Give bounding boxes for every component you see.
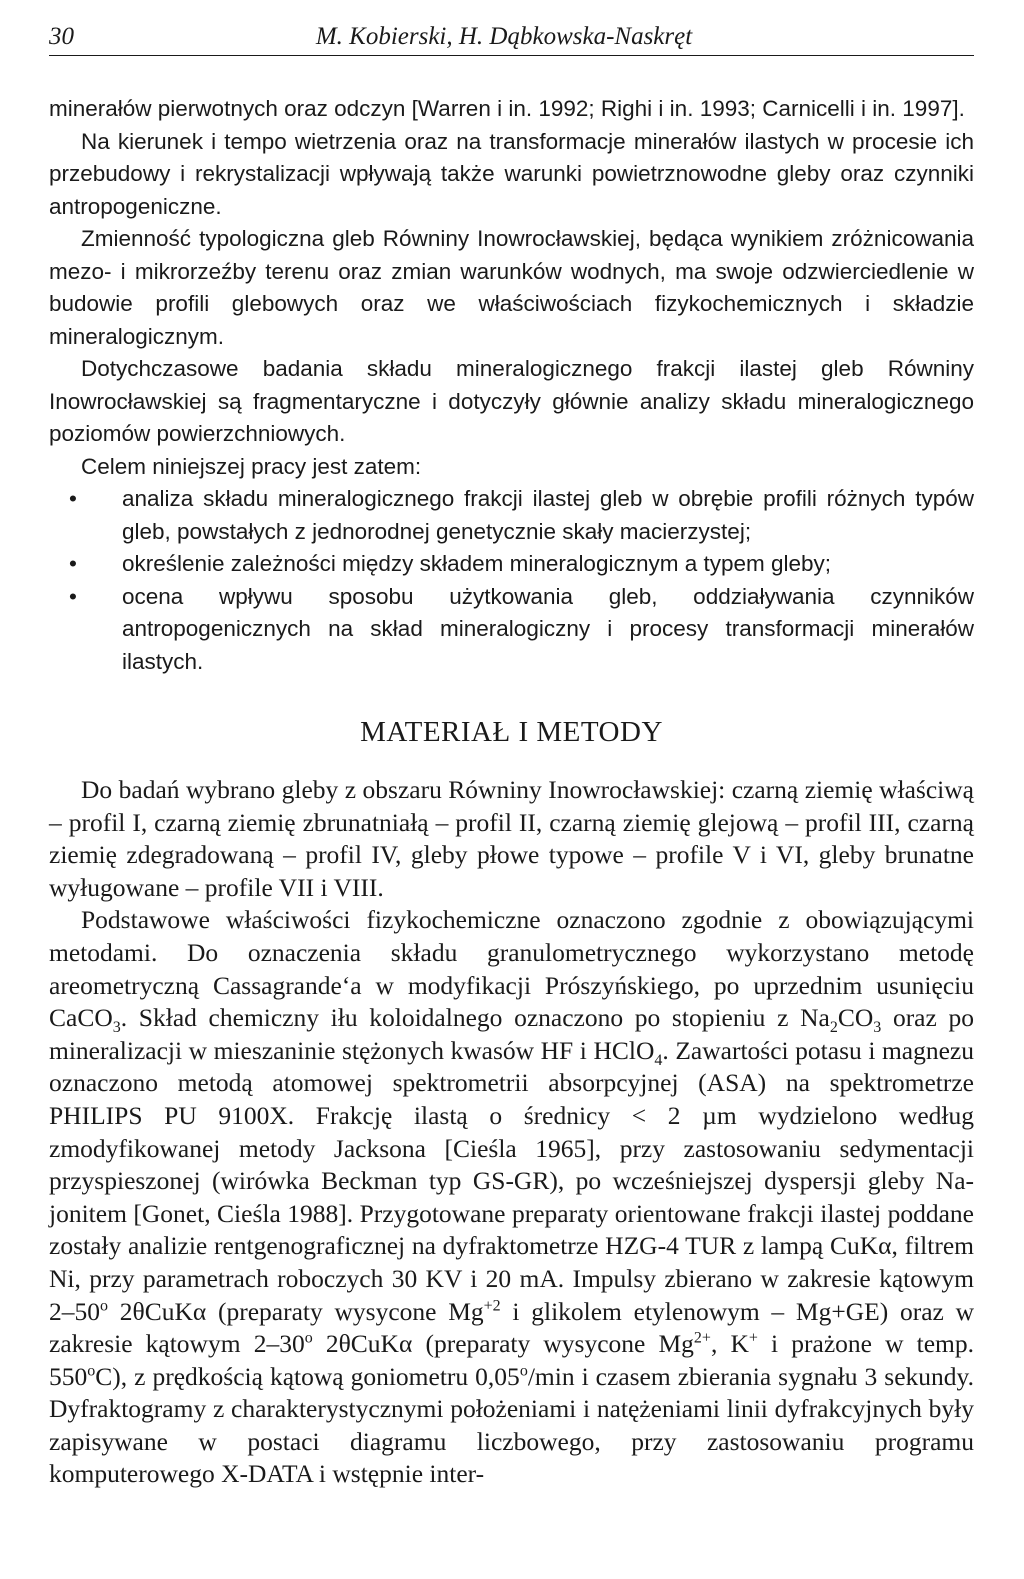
text-run: CO bbox=[837, 1003, 874, 1033]
paragraph: Na kierunek i tempo wietrzenia oraz na transformacje minerałów ilastych w procesie ich przebudowy i rekrystalizacji wpływają także warunki powietrznowodne gleby oraz czynniki antropogeniczne. bbox=[49, 128, 974, 219]
paragraph-aims-lead: Celem niniejszej pracy jest zatem: bbox=[81, 453, 422, 479]
text-run: Podstawowe właściwości fizykochemiczne oznaczono zgodnie z obowiązującymi metodami. Do oznaczenia składu granulometrycznego wykorzystano metodę areometryczną Cassagrande‘a w modyfikacji Prószyńskiego, po uprzednim usunięciu CaCO bbox=[49, 905, 974, 1033]
aims-list bbox=[49, 483, 974, 678]
paragraph: Dotychczasowe badania składu mineralogicznego frakcji ilastej gleb Równiny Inowrocławskiej są fragmentaryczne i dotyczyły głównie analizy składu mineralogicznego poziomów powierzchniowych. bbox=[49, 356, 974, 446]
paragraph-continued: minerałów pierwotnych oraz odczyn [Warren i in. 1992; Righi i in. 1993; Carnicelli i in. 1997]. bbox=[49, 96, 965, 121]
subscript: 2 bbox=[829, 1019, 838, 1037]
methods-section bbox=[49, 774, 974, 1491]
text-run: 2θCuKα (preparaty wysycone Mg bbox=[312, 1329, 694, 1359]
text-run: C), z prędkością kątową goniometru 0,05 bbox=[95, 1361, 520, 1391]
list-item-text: analiza składu mineralogicznego frakcji ilastej gleb w obrębie profili różnych typów gleb, powstałych z jednorodnej genetycznie skały macierzystej; bbox=[122, 486, 974, 544]
running-header bbox=[49, 22, 974, 56]
superscript: o bbox=[87, 1362, 96, 1380]
bullet-icon: • bbox=[69, 583, 77, 609]
page-number: 30 bbox=[49, 23, 74, 50]
text-run: 2θCuKα (preparaty wysycone Mg bbox=[108, 1296, 484, 1326]
introduction-section bbox=[49, 93, 974, 678]
paragraph: Zmienność typologiczna gleb Równiny Inowrocławskiej, będąca wynikiem zróżnicowania mezo- i mikrorzeźby terenu oraz zmian warunków wodnych, ma swoje odzwierciedlenie w budowie profili glebowych oraz we właściwościach fizykochemicznych i składzie mineralogicznym. bbox=[49, 226, 974, 349]
paragraph: Do badań wybrano gleby z obszaru Równiny Inowrocławskiej: czarną ziemię właściwą – profil I, czarną ziemię zbrunatniałą – profil II, czarną ziemię glejową – profil III, czarną ziemię zdegradowaną – profil IV, gleby płowe typowe – profile V i VI, gleby brunatne wyługowane – profile VII i VIII. bbox=[49, 775, 974, 902]
text-run: oraz po mineralizacji w mieszaninie stężonych kwasów HF i HClO bbox=[49, 1003, 974, 1065]
text-run: i prażone w temp. 550 bbox=[49, 1329, 974, 1391]
running-header-authors: M. Kobierski, H. Dąbkowska-Naskręt bbox=[315, 23, 693, 50]
subscript: 4 bbox=[654, 1051, 663, 1069]
superscript: o bbox=[304, 1329, 313, 1347]
paragraph-methods bbox=[49, 904, 974, 1491]
text-run: /min i czasem zbierania sygnału 3 sekundy. Dyfraktogramy z charakterystycznymi położeniami i natężeniami linii dyfrakcyjnych były zapisywane w postaci diagramu liczbowego, przy zastosowaniu programu komputerowego X-DATA i wstępnie inter- bbox=[49, 1361, 974, 1489]
list-item bbox=[49, 548, 974, 581]
list-item-text: ocena wpływu sposobu użytkowania gleb, oddziaływania czynników antropogenicznych na skład mineralogiczny i procesy transformacji minerałów ilastych. bbox=[122, 583, 974, 674]
section-title: MATERIAŁ I METODY bbox=[360, 716, 663, 748]
text-run: . Skład chemiczny iłu koloidalnego oznaczono po stopieniu z Na bbox=[120, 1003, 830, 1033]
list-item bbox=[49, 483, 974, 548]
superscript: + bbox=[748, 1329, 758, 1347]
text-run: i glikolem etylenowym – Mg+GE) oraz w zakresie kątowym 2–30 bbox=[49, 1296, 974, 1359]
text-run: . Zawartości potasu i magnezu oznaczono metodą atomowej spektrometrii absorpcyjnej (ASA) na spektrometrze PHILIPS PU 9100X. Frakcję ilastą o średnicy < 2 µm wydzielono według zmodyfikowanej metody Jacksona [Cieśla 1965], przy zastosowaniu sedymentacji przyspieszonej (wirówka Beckman typ GS-GR), po wcześniejszej dyspersji gleby Na-jonitem [Gonet, Cieśla 1988]. Przygotowane preparaty orientowane frakcji ilastej poddane zostały analizie rentgenograficznej na dyfraktometrze HZG-4 TUR z lampą CuKα, filtrem Ni, przy parametrach roboczych 30 KV i 20 mA. Impulsy zbierano w zakresie kątowym 2–50 bbox=[49, 1035, 975, 1326]
bullet-icon: • bbox=[69, 551, 77, 576]
subscript: 3 bbox=[873, 1019, 882, 1037]
superscript: o bbox=[100, 1297, 108, 1314]
superscript: o bbox=[519, 1362, 528, 1380]
subscript: 3 bbox=[112, 1019, 121, 1037]
list-item-text: określenie zależności między składem mineralogicznym a typem gleby; bbox=[122, 551, 832, 576]
superscript: 2+ bbox=[693, 1329, 711, 1347]
document-page bbox=[49, 22, 974, 1491]
superscript: +2 bbox=[483, 1297, 501, 1314]
list-item bbox=[49, 581, 974, 679]
text-run: , K bbox=[710, 1329, 749, 1359]
bullet-icon: • bbox=[69, 486, 77, 511]
